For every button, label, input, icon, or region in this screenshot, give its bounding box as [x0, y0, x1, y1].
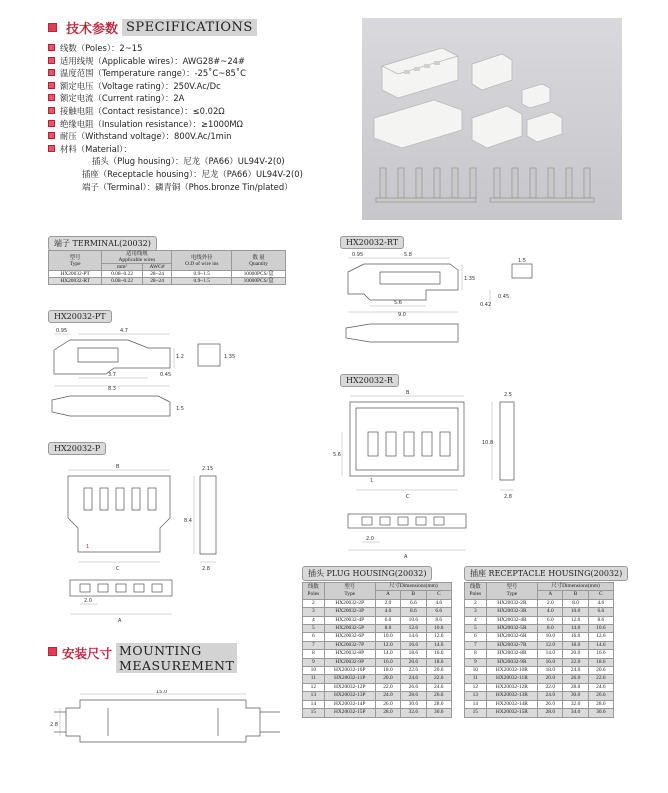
pt-drawing-label: HX20032-PT [48, 310, 112, 323]
table-cell: 22.6 [401, 667, 426, 675]
table-cell: 8.6 [426, 616, 451, 624]
table-cell: 24.0 [538, 692, 563, 700]
terminal-table [48, 250, 286, 285]
table-row [465, 683, 614, 691]
table-header-row: 线数 Poles 型号 Type 尺寸Dimensions(mm) [465, 583, 614, 591]
spec-item: 耐压（Withstand voltage）：800V.Ac/1min [48, 130, 303, 143]
r-housing-drawing [332, 390, 532, 560]
spec-item: 温度范围（Temperature range）：-25˚C~85˚C [48, 67, 303, 80]
table-row [303, 608, 452, 616]
table-row [303, 667, 452, 675]
table-cell: 20.0 [538, 675, 563, 683]
table-cell: HX20032-15R [486, 709, 538, 717]
table-cell: 6 [303, 633, 325, 641]
table-row [465, 633, 614, 641]
mounting-title-zh: 安装尺寸 [62, 646, 113, 661]
table-cell: 6.0 [375, 616, 400, 624]
dim-label: 5.6 [333, 452, 341, 458]
table-header-row: A B C [465, 591, 614, 599]
table-cell: 8.6 [401, 608, 426, 616]
bullet-icon [48, 44, 55, 51]
table-row [465, 608, 614, 616]
table-cell: HX20032-13P [324, 692, 375, 700]
table-cell: HX20032-2R [486, 599, 538, 607]
table-cell: 28.6 [426, 700, 451, 708]
rt-drawing-label: HX20032-RT [340, 236, 404, 249]
specifications-heading [48, 18, 257, 37]
table-cell: 16.6 [588, 650, 613, 658]
spec-item: 接触电阻（Contact resistance）：≤0.02Ω [48, 105, 303, 118]
table-row [465, 658, 614, 666]
table-cell: 28.0 [375, 709, 400, 717]
table-cell: 24.0 [563, 667, 588, 675]
table-cell: 18.0 [563, 641, 588, 649]
table-cell: 10.6 [426, 625, 451, 633]
connector-photo-illustration [362, 18, 622, 220]
dim-label: 1.2 [176, 354, 184, 360]
dim-label: 3.7 [108, 372, 116, 378]
table-cell: 12.0 [563, 616, 588, 624]
table-row: HX20032-PT 0.08~0.22 28~24 0.9~1.5 10000PCS/盒 [49, 271, 286, 278]
table-row [303, 675, 452, 683]
table-cell: 10 [465, 667, 487, 675]
table-cell: 10 [303, 667, 325, 675]
dim-label: 8.3 [108, 386, 116, 392]
material-line: 插头（Plug housing）：尼龙（PA66）UL94V-2(0) [92, 156, 285, 167]
table-cell: 5 [303, 625, 325, 633]
table-cell: HX20032-10P [324, 667, 375, 675]
table-cell: 12.0 [538, 641, 563, 649]
table-row [465, 709, 614, 717]
table-cell: 24.6 [588, 683, 613, 691]
table-cell: 26.0 [563, 675, 588, 683]
table-cell: 28.6 [588, 700, 613, 708]
spec-item: 线数（Poles）：2~15 [48, 42, 303, 55]
p-housing-drawing [48, 458, 238, 623]
dim-label: B [116, 464, 120, 470]
table-cell: HX20032-4P [324, 616, 375, 624]
table-cell: 26.0 [375, 700, 400, 708]
table-cell: HX20032-13R [486, 692, 538, 700]
table-cell: 20.6 [401, 658, 426, 666]
table-cell: 14.6 [401, 633, 426, 641]
dim-label: 0.45 [498, 294, 510, 300]
table-cell: 14.0 [375, 650, 400, 658]
table-cell: HX20032-2P [324, 599, 375, 607]
table-cell: 16.0 [563, 633, 588, 641]
table-cell: HX20032-6R [486, 633, 538, 641]
table-cell: HX20032-10R [486, 667, 538, 675]
spec-item: 绝缘电阻（Insulation resistance）：≥1000MΩ [48, 118, 303, 131]
dim-label: 5.8 [404, 252, 412, 258]
table-cell: 15 [303, 709, 325, 717]
table-cell: 10.6 [401, 616, 426, 624]
table-cell: 22.6 [426, 675, 451, 683]
spec-item: 适用线规（Applicable wires）：AWG28#~24# [48, 55, 303, 68]
table-cell: 12 [303, 683, 325, 691]
dim-label: 5.6 [394, 300, 402, 306]
dim-label: 0.95 [56, 328, 68, 334]
table-cell: 18.6 [426, 658, 451, 666]
table-cell: 18.6 [588, 658, 613, 666]
table-cell: 6.6 [588, 608, 613, 616]
dim-label: 2.8 [50, 722, 58, 728]
p-drawing-label: HX20032-P [48, 442, 106, 455]
table-cell: 32.0 [563, 700, 588, 708]
table-cell: 22.0 [563, 658, 588, 666]
table-cell: 4.6 [426, 599, 451, 607]
table-cell: 26.6 [401, 683, 426, 691]
table-row [465, 675, 614, 683]
table-row [303, 709, 452, 717]
table-cell: 14.6 [588, 641, 613, 649]
table-cell: 24.6 [401, 675, 426, 683]
table-cell: 8 [303, 650, 325, 658]
table-cell: 8 [465, 650, 487, 658]
dim-label: 1.35 [464, 276, 476, 282]
table-cell: 7 [465, 641, 487, 649]
table-cell: 6.6 [401, 599, 426, 607]
plug-housing-rows [303, 599, 452, 717]
table-row [465, 599, 614, 607]
table-cell: 4 [465, 616, 487, 624]
dim-label: 10.8 [482, 440, 494, 446]
table-cell: 26.0 [538, 700, 563, 708]
table-cell: HX20032-12R [486, 683, 538, 691]
table-cell: HX20032-5R [486, 625, 538, 633]
table-cell: HX20032-7R [486, 641, 538, 649]
table-cell: HX20032-8R [486, 650, 538, 658]
table-cell: 10.6 [588, 625, 613, 633]
dim-label: C [116, 566, 120, 572]
plug-housing-label: 插头 PLUG HOUSING(20032) [302, 566, 432, 581]
table-cell: 2.0 [375, 599, 400, 607]
dim-label: 2.8 [202, 566, 210, 572]
table-header-row: 型号 Type 适用线规 Applicable wires 电线外径 O.D of wire ins 数 量 Quantity [49, 251, 286, 264]
table-cell: 3 [303, 608, 325, 616]
dim-label: 1.35 [224, 354, 236, 360]
table-cell: HX20032-11R [486, 675, 538, 683]
table-cell: 14 [303, 700, 325, 708]
spec-item: 额定电压（Voltage rating）：250V.Ac/Dc [48, 80, 303, 93]
material-line: 端子（Terminal）：磷青铜（Phos.bronze Tin/plated） [82, 181, 293, 192]
dim-label: 8.4 [184, 518, 192, 524]
mounting-heading [48, 643, 237, 673]
dim-label: 1.5 [176, 406, 184, 412]
table-cell: 3 [465, 608, 487, 616]
dim-label: A [118, 618, 122, 623]
table-cell: 14 [465, 700, 487, 708]
table-cell: 10.0 [375, 633, 400, 641]
dim-label: 0.42 [480, 302, 492, 308]
table-cell: 30.6 [401, 700, 426, 708]
dim-label: 2.15 [202, 466, 214, 472]
specifications-list [48, 42, 303, 193]
table-header-row: 线数 Poles 型号 Type 尺寸Dimensions(mm) [303, 583, 452, 591]
table-cell: 18.6 [401, 650, 426, 658]
table-cell: 13 [303, 692, 325, 700]
table-row [465, 667, 614, 675]
table-header-row: A B C [303, 591, 452, 599]
table-row [303, 616, 452, 624]
dim-label: B [406, 390, 410, 396]
table-cell: 6 [465, 633, 487, 641]
table-cell: 20.0 [563, 650, 588, 658]
table-cell: 20.6 [426, 667, 451, 675]
table-cell: 5 [465, 625, 487, 633]
table-cell: 20.0 [375, 675, 400, 683]
table-cell: 28.6 [401, 692, 426, 700]
bullet-icon [48, 145, 55, 152]
table-cell: 18.0 [538, 667, 563, 675]
table-cell: 15 [465, 709, 487, 717]
spec-item: 额定电流（Current rating）：2A [48, 92, 303, 105]
table-cell: HX20032-3R [486, 608, 538, 616]
table-cell: 16.6 [426, 650, 451, 658]
table-header-row: mm² AWG# [49, 264, 286, 271]
table-cell: 16.0 [538, 658, 563, 666]
bullet-icon [48, 132, 55, 139]
dim-label: 15.0 [156, 690, 168, 695]
table-row [303, 700, 452, 708]
dim-label: 9.0 [398, 312, 406, 318]
table-row [303, 633, 452, 641]
table-row [303, 658, 452, 666]
dim-label: 2.8 [504, 494, 512, 500]
bullet-icon [48, 69, 55, 76]
table-cell: 8.6 [588, 616, 613, 624]
plug-housing-table [302, 582, 452, 718]
table-cell: HX20032-15P [324, 709, 375, 717]
table-cell: 28.0 [538, 709, 563, 717]
table-row [465, 692, 614, 700]
table-cell: 26.6 [588, 692, 613, 700]
mounting-title-en: MOUNTING MEASUREMENT [116, 643, 237, 673]
table-row: HX20032-RT 0.08~0.22 28~24 0.9~1.5 10000PCS/盒 [49, 278, 286, 285]
table-cell: HX20032-12P [324, 683, 375, 691]
table-cell: 4.0 [375, 608, 400, 616]
table-cell: 2.0 [538, 599, 563, 607]
table-row [303, 683, 452, 691]
table-cell: 12.6 [426, 633, 451, 641]
table-cell: 4.0 [538, 608, 563, 616]
table-cell: 11 [303, 675, 325, 683]
dim-label: 1.5 [518, 258, 526, 264]
table-cell: HX20032-14P [324, 700, 375, 708]
specifications-title-en: SPECIFICATIONS [122, 19, 257, 36]
table-cell: 18.0 [375, 667, 400, 675]
table-cell: 22.6 [588, 675, 613, 683]
material-line: 插座（Receptacle housing）：尼龙（PA66）UL94V-2(0) [82, 168, 303, 179]
table-row [303, 641, 452, 649]
table-cell: 30.0 [563, 692, 588, 700]
table-row [303, 625, 452, 633]
table-cell: 12.0 [375, 641, 400, 649]
dim-label: 2.0 [84, 598, 92, 604]
bullet-icon [48, 647, 57, 656]
table-row [465, 641, 614, 649]
table-row [303, 650, 452, 658]
table-cell: 30.6 [426, 709, 451, 717]
bullet-icon [48, 107, 55, 114]
table-cell: 14.0 [538, 650, 563, 658]
table-cell: 4 [303, 616, 325, 624]
receptacle-housing-rows [465, 599, 614, 717]
receptacle-housing-label: 插座 RECEPTACLE HOUSING(20032) [464, 566, 628, 581]
table-cell: 12.6 [588, 633, 613, 641]
table-cell: 6.0 [538, 616, 563, 624]
table-cell: 10.0 [563, 608, 588, 616]
table-cell: 16.6 [401, 641, 426, 649]
table-cell: 9 [465, 658, 487, 666]
table-cell: 8.0 [563, 599, 588, 607]
table-cell: 22.0 [375, 683, 400, 691]
table-cell: 14.0 [563, 625, 588, 633]
r-drawing-label: HX20032-R [340, 374, 399, 387]
table-cell: 30.6 [588, 709, 613, 717]
bullet-icon [48, 120, 55, 127]
bullet-icon [48, 23, 57, 32]
table-row [465, 700, 614, 708]
dim-label: 2.0 [366, 536, 374, 542]
table-cell: 24.0 [375, 692, 400, 700]
table-cell: 8.0 [538, 625, 563, 633]
table-cell: 32.6 [401, 709, 426, 717]
table-cell: HX20032-8P [324, 650, 375, 658]
table-cell: HX20032-6P [324, 633, 375, 641]
terminal-label: 端子 TERMINAL(20032) [48, 236, 157, 251]
table-cell: 8.0 [375, 625, 400, 633]
table-cell: 22.0 [538, 683, 563, 691]
specifications-title-zh: 技术参数 [66, 22, 119, 37]
table-cell: 12.6 [401, 625, 426, 633]
table-cell: HX20032-3P [324, 608, 375, 616]
table-cell: 11 [465, 675, 487, 683]
rt-terminal-drawing [340, 250, 540, 350]
table-row [465, 650, 614, 658]
spec-item: 材料（Material）： [48, 143, 303, 156]
dim-label: 0.45 [160, 372, 172, 378]
bullet-icon [48, 94, 55, 101]
dim-label: 4.7 [120, 328, 128, 334]
dim-label: A [404, 554, 408, 560]
table-cell: 28.0 [563, 683, 588, 691]
table-cell: HX20032-9P [324, 658, 375, 666]
table-cell: 34.0 [563, 709, 588, 717]
product-photo [362, 18, 622, 220]
table-cell: 7 [303, 641, 325, 649]
table-row [465, 616, 614, 624]
table-cell: 10.0 [538, 633, 563, 641]
pin-one-marker: 1 [86, 544, 90, 550]
pin-one-marker: 1 [370, 478, 374, 484]
table-cell: 2 [303, 599, 325, 607]
table-cell: 14.6 [426, 641, 451, 649]
dim-label: 0.95 [352, 252, 364, 258]
table-cell: 9 [303, 658, 325, 666]
table-cell: HX20032-7P [324, 641, 375, 649]
table-cell: 4.6 [588, 599, 613, 607]
table-cell: 24.6 [426, 683, 451, 691]
receptacle-housing-table [464, 582, 614, 718]
bullet-icon [48, 57, 55, 64]
table-cell: 20.6 [588, 667, 613, 675]
table-cell: HX20032-5P [324, 625, 375, 633]
dim-label: C [406, 494, 410, 500]
table-cell: HX20032-14R [486, 700, 538, 708]
table-row [303, 692, 452, 700]
table-cell: 26.6 [426, 692, 451, 700]
table-cell: 16.0 [375, 658, 400, 666]
table-row [303, 599, 452, 607]
mounting-drawing [48, 690, 288, 750]
table-cell: HX20032-4R [486, 616, 538, 624]
bullet-icon [48, 82, 55, 89]
table-cell: HX20032-11P [324, 675, 375, 683]
table-cell: 6.6 [426, 608, 451, 616]
table-cell: HX20032-9R [486, 658, 538, 666]
dim-label: 2.5 [504, 392, 512, 398]
table-cell: 2 [465, 599, 487, 607]
pt-terminal-drawing [48, 326, 278, 426]
table-cell: 13 [465, 692, 487, 700]
table-row [465, 625, 614, 633]
table-cell: 12 [465, 683, 487, 691]
